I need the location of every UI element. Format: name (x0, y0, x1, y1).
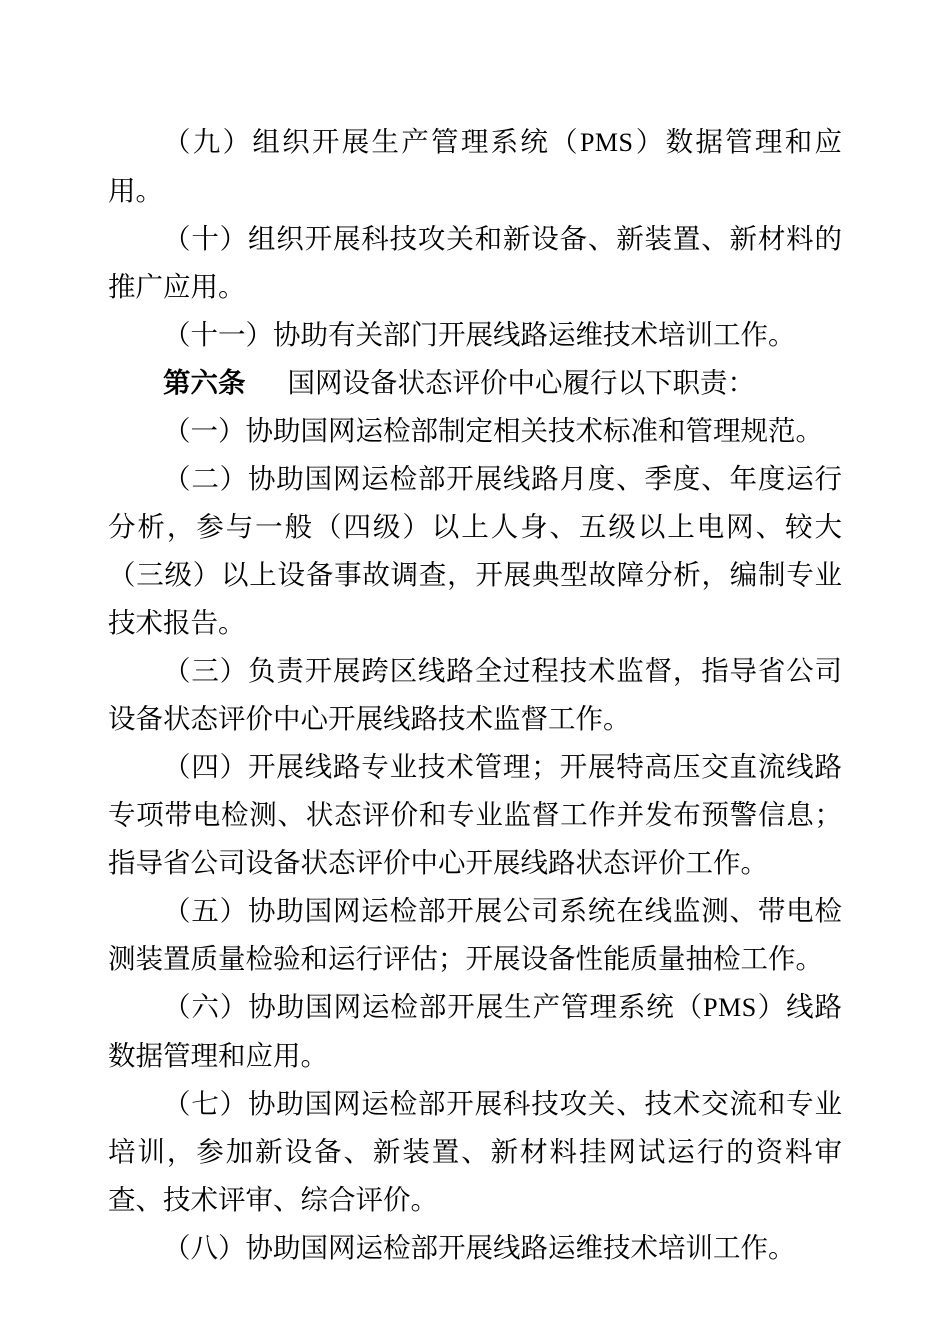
paragraph-item-11: （十一）协助有关部门开展线路运维技术培训工作。 (163, 319, 796, 350)
paragraph-article6-item-8: （八）协助国网运检部开展线路运维技术培训工作。 (163, 1232, 796, 1263)
paragraph-article6-item-7: （七）协助国网运检部开展科技攻关、技术交流和专业培训，参加新设备、新装置、新材料挂网试运行的资料审查、技术评审、综合评价。 (108, 1088, 842, 1215)
document-body (108, 118, 842, 1272)
paragraph-item-10: （十）组织开展科技攻关和新设备、新装置、新材料的推广应用。 (108, 223, 842, 302)
paragraph-text-part: ）数据管理和应用。 (108, 126, 842, 206)
paragraph-article6-item-3: （三）负责开展跨区线路全过程技术监督，指导省公司设备状态评价中心开展线路技术监督工作。 (108, 655, 842, 734)
paragraph-article-6 (108, 359, 842, 407)
paragraph-article6-item-1: （一）协助国网运检部制定相关技术标准和管理规范。 (163, 415, 823, 446)
paragraph-text-part: （六）协助国网运检部开展生产管理系统（ (163, 991, 704, 1022)
paragraph-item-9 (108, 118, 842, 215)
article-label: 第六条 (163, 367, 246, 398)
abbreviation-pms: PMS (703, 993, 757, 1022)
paragraph-article6-item-4: （四）开展线路专业技术管理；开展特高压交直流线路专项带电检测、状态评价和专业监督工作并发布预警信息；指导省公司设备状态评价中心开展线路状态评价工作。 (108, 751, 842, 878)
paragraph-article6-item-2: （二）协助国网运检部开展线路月度、季度、年度运行分析，参与一般（四级）以上人身、五级以上电网、较大（三级）以上设备事故调查，开展典型故障分析，编制专业技术报告。 (108, 463, 842, 638)
paragraph-article6-item-6 (108, 983, 842, 1080)
paragraph-text-part: ）线路数据管理和应用。 (108, 991, 843, 1071)
paragraph-article6-item-5: （五）协助国网运检部开展公司系统在线监测、带电检测装置质量检验和运行评估；开展设备性能质量抽检工作。 (108, 895, 842, 974)
abbreviation-pms: PMS (579, 128, 634, 157)
article-heading-text: 国网设备状态评价中心履行以下职责： (287, 367, 755, 398)
paragraph-text-part: （九）组织开展生产管理系统（ (163, 126, 580, 157)
